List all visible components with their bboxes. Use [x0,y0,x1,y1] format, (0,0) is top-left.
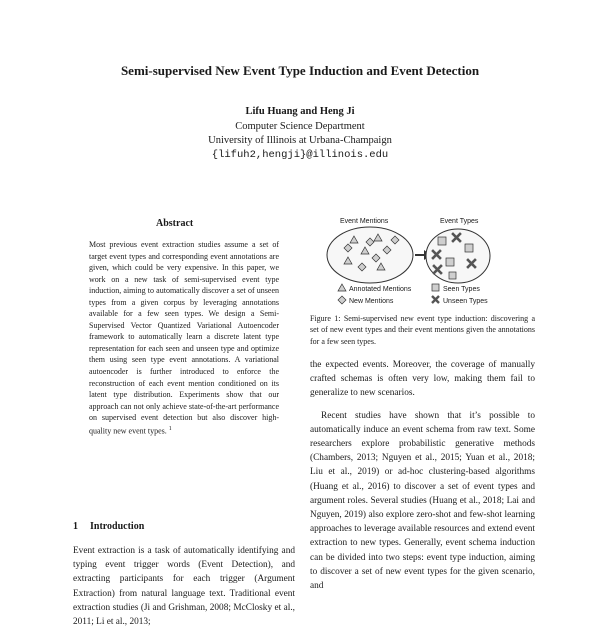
figure-1 [318,214,540,310]
affiliation-department: Computer Science Department [235,121,365,132]
seen-type-icon [438,237,446,245]
legend-unseen-label: Unseen Types [443,298,488,305]
section-number: 1 [73,521,78,532]
abstract-heading: Abstract [156,218,194,229]
legend-annotated-label: Annotated Mentions [349,286,412,293]
figure-caption: Figure 1: Semi-supervised new event type induction: discovering a set of new event types and their event mentions given the annotations for a few seen types. [310,314,535,346]
abstract-text: Most previous event extraction studies assume a set of target event types and corresponding event annotations are given, which could be very expensive. In this paper, we work on a new task of semi-supervised event type induction, aiming to automatically discover a set of unseen types from a given corpus by leveraging annotations available for a few seen types. We design a Semi-Supervised Vector Quantized Variational Autoencoder framework to automatically learn a discrete latent type representation for each seen and unseen type and optimize them using seen type event annotations. A variational autoencoder is further introduced to enforce the reconstruction of each event mention conditioned on its latent type distribution. Experiments show that our approach can not only achieve state-of-the-art performance on supervised event detection but also discover high-quality new event types. [89,240,279,436]
event-types-label: Event Types [440,218,479,225]
legend-new-label: New Mentions [349,298,394,305]
legend-annotated-icon [338,284,346,291]
right-column-body [310,358,535,601]
section-title: Introduction [90,521,145,532]
introduction-body: Event extraction is a task of automatically identifying and typing event trigger words (Event Detection), and extracting participants for each trigger (Argument Extraction) from natural language text. Traditional event extraction studies (Ji and Grishman, 2008; McClosky et al., 2011; Li et al., 2013; [73,546,295,628]
paper-title: Semi-supervised New Event Type Induction and Event Detection [120,63,480,78]
mentions-oval [327,227,413,283]
seen-type-icon [449,272,456,279]
paragraph: Recent studies have shown that it’s possible to automatically induce an event schema from raw text. Some researchers explore probabilistic generative methods (Chambers, 2013; Nguyen et al., 2015; Yuan et al., 2018; Liu et al., 2019) or ad-hoc clustering-based algorithms (Huang et al., 2016) to discover a set of event types and argument roles. Several studies (Huang et al., 2018; Lai and Nguyen, 2019) also explore zero-shot and few-shot learning approaches to leverage available resources and extend event extraction to new types. Generally, event schema induction can be divided into two steps: event type induction, aiming to discover a set of new event types for the given scenario, and [310,410,535,592]
author-email: {lifuh2,hengji}@illinois.edu [211,149,389,161]
affiliation-university: University of Illinois at Urbana-Champaign [208,135,392,146]
paper-authors: Lifu Huang and Heng Ji [245,106,355,117]
seen-type-icon [446,258,454,266]
seen-type-icon [465,244,473,252]
paragraph: the expected events. Moreover, the coverage of manually crafted schemas is often very low, making them fail to generalize to new scenarios. [310,360,535,399]
legend-new-icon [338,296,346,304]
legend-unseen-icon [432,296,439,303]
legend-seen-icon [432,284,439,291]
section-heading-introduction [73,521,144,532]
event-mentions-label: Event Mentions [340,218,389,225]
footnote-mark: 1 [168,425,172,432]
legend-seen-label: Seen Types [443,286,480,293]
abstract-body [89,239,279,437]
